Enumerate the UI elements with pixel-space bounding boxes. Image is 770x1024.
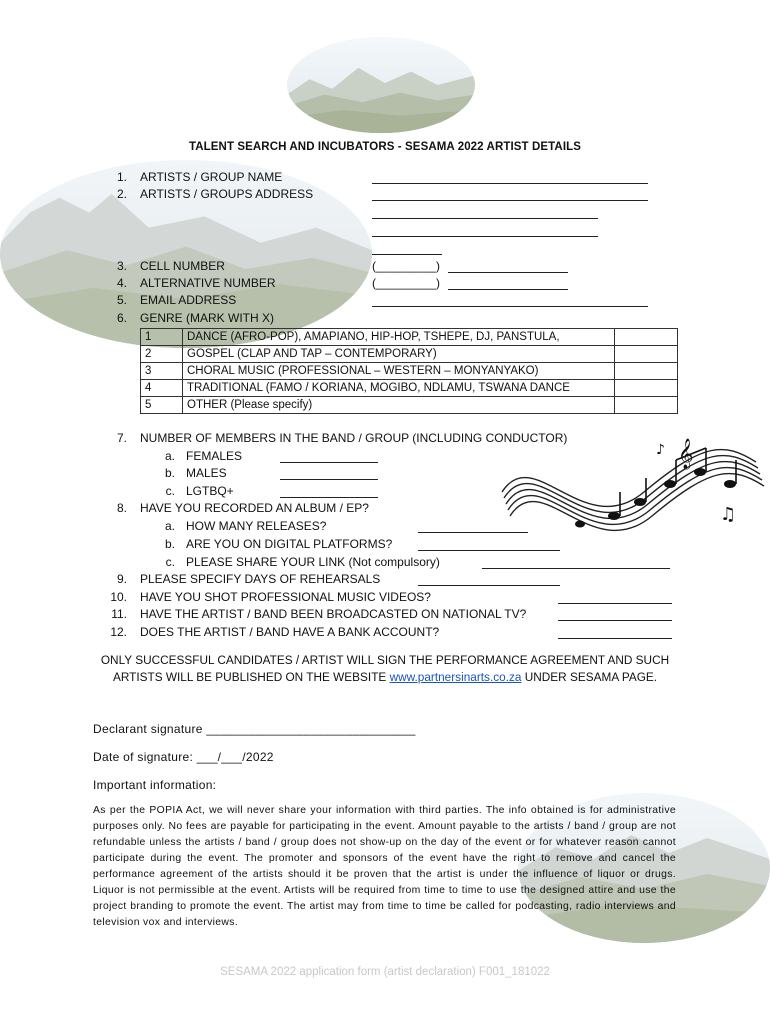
answer-line-address-3[interactable] [372, 236, 598, 237]
svg-text:𝄞: 𝄞 [678, 439, 694, 469]
genre-mark-cell[interactable] [615, 329, 678, 346]
question-label-videos: HAVE YOU SHOT PROFESSIONAL MUSIC VIDEOS? [140, 590, 431, 604]
question-label-genre: GENRE (MARK WITH X) [140, 311, 274, 325]
answer-line-link[interactable] [482, 568, 670, 569]
question-label-address: ARTISTS / GROUPS ADDRESS [140, 187, 314, 201]
genre-label: DANCE (AFRO-POP), AMAPIANO, HIP-HOP, TSHEPE, DJ, PANSTULA, [183, 329, 615, 346]
question-label-bank: DOES THE ARTIST / BAND HAVE A BANK ACCOUNT? [140, 625, 440, 639]
area-code-field-alt[interactable]: (_________) [372, 276, 441, 290]
question-number: 3. [116, 259, 127, 273]
table-row [141, 329, 678, 346]
table-row [141, 380, 678, 397]
music-notes-illustration [494, 432, 766, 544]
answer-line-videos[interactable] [558, 603, 672, 604]
svg-text:♫: ♫ [720, 504, 737, 525]
answer-line-rehearsals[interactable] [418, 585, 560, 586]
answer-line-group-name[interactable] [372, 183, 648, 184]
question-number: 11. [111, 607, 127, 621]
notice-text [73, 652, 697, 686]
genre-mark-cell[interactable] [615, 397, 678, 414]
answer-line-email[interactable] [372, 306, 648, 307]
genre-number: 5 [141, 397, 183, 414]
question-number: 2. [116, 187, 127, 201]
sub-question-letter: c. [165, 484, 175, 498]
genre-label: TRADITIONAL (FAMO / KORIANA, MOGIBO, NDLAMU, TSWANA DANCE [183, 380, 615, 397]
answer-line-females[interactable] [280, 462, 378, 463]
question-number: 10. [110, 590, 127, 604]
question-label-rehearsals: PLEASE SPECIFY DAYS OF REHEARSALS [140, 572, 381, 586]
answer-line-address-2[interactable] [372, 218, 598, 219]
question-label-email: EMAIL ADDRESS [140, 293, 237, 307]
answer-line-lgtbq[interactable] [280, 497, 378, 498]
answer-line-address-1[interactable] [372, 200, 648, 201]
sub-question-label-digital: ARE YOU ON DIGITAL PLATFORMS? [186, 537, 393, 551]
popia-paragraph: As per the POPIA Act, we will never share your information with third parties. The info obtained is for administrative purposes only. No fees are payable for participating in the event. Amount payable to the artists / band / group are not refundable unless the artists / band / group does not show-up on the day of the event or for whatever reason cannot participate during the event. The promoter and sponsors of the event have the right to remove and cancel the performance agreement of the artists should it be proven that the artist is under the influence of liquor or drugs. Liquor is not permissible at the event. Artists will be required from time to time to use the designed attire and use the project branding to promote the event. The artist may from time to time be called for podcasting, radio interviews and television vox and interviews. [93, 805, 676, 928]
website-link[interactable]: www.partnersinarts.co.za [389, 670, 522, 684]
genre-number: 4 [141, 380, 183, 397]
answer-line-releases[interactable] [418, 532, 528, 533]
sub-question-letter: a. [164, 449, 175, 463]
sub-question-letter: a. [164, 519, 175, 533]
genre-number: 1 [141, 329, 183, 346]
question-number: 12. [110, 625, 127, 639]
answer-line-tv[interactable] [558, 620, 672, 621]
question-number: 1. [116, 170, 127, 184]
answer-line-digital[interactable] [418, 550, 560, 551]
notice-line-1: ONLY SUCCESSFUL CANDIDATES / ARTIST WILL SIGN THE PERFORMANCE AGREEMENT AND SUCH [100, 653, 670, 667]
question-number: 9. [116, 572, 127, 586]
sub-question-letter: b. [164, 466, 175, 480]
sub-question-label-lgtbq: LGTBQ+ [186, 484, 234, 498]
sub-question-label-females: FEMALES [186, 449, 243, 463]
sub-question-letter: b. [164, 537, 175, 551]
genre-number: 2 [141, 346, 183, 363]
question-number: 8. [116, 501, 127, 515]
landscape-oval-top [287, 37, 475, 133]
question-label-cell: CELL NUMBER [140, 259, 225, 273]
question-number: 5. [116, 293, 127, 307]
genre-number: 3 [141, 363, 183, 380]
answer-line-alt-number[interactable] [448, 289, 568, 290]
notice-line-2-post: UNDER SESAMA PAGE. [521, 670, 658, 684]
sub-question-letter: c. [165, 555, 175, 569]
question-label-alt-number: ALTERNATIVE NUMBER [140, 276, 276, 290]
notice-line-2-pre: ARTISTS WILL BE PUBLISHED ON THE WEBSITE [112, 670, 390, 684]
genre-table [140, 328, 678, 414]
question-number: 7. [116, 431, 127, 445]
genre-mark-cell[interactable] [615, 380, 678, 397]
question-label-album: HAVE YOU RECORDED AN ALBUM / EP? [140, 501, 369, 515]
important-info-heading: Important information: [93, 778, 217, 792]
genre-label: CHORAL MUSIC (PROFESSIONAL – WESTERN – MONYANYAKO) [183, 363, 615, 380]
answer-line-males[interactable] [280, 479, 378, 480]
question-label-group-name: ARTISTS / GROUP NAME [140, 170, 283, 184]
notice-line-2 [73, 669, 697, 686]
table-row [141, 346, 678, 363]
genre-label: GOSPEL (CLAP AND TAP – CONTEMPORARY) [183, 346, 615, 363]
genre-mark-cell[interactable] [615, 363, 678, 380]
sub-question-label-releases: HOW MANY RELEASES? [186, 519, 327, 533]
genre-mark-cell[interactable] [615, 346, 678, 363]
svg-text:♪: ♪ [656, 442, 665, 458]
answer-line-address-4[interactable] [372, 254, 442, 255]
sub-question-label-link: PLEASE SHARE YOUR LINK (Not compulsory) [186, 555, 440, 569]
declarant-signature-field[interactable]: Declarant signature ______________________________ [93, 722, 416, 736]
question-label-members: NUMBER OF MEMBERS IN THE BAND / GROUP (INCLUDING CONDUCTOR) [140, 431, 568, 445]
answer-line-bank[interactable] [558, 638, 672, 639]
question-number: 6. [116, 311, 127, 325]
sub-question-label-males: MALES [186, 466, 227, 480]
genre-label: OTHER (Please specify) [183, 397, 615, 414]
form-title: TALENT SEARCH AND INCUBATORS - SESAMA 2022 ARTIST DETAILS [188, 141, 582, 153]
table-row [141, 397, 678, 414]
area-code-field-cell[interactable]: (_________) [372, 259, 441, 273]
page-footer: SESAMA 2022 application form (artist declaration) F001_181022 [220, 966, 550, 978]
question-number: 4. [116, 276, 127, 290]
question-label-tv: HAVE THE ARTIST / BAND BEEN BROADCASTED ON NATIONAL TV? [140, 607, 527, 621]
date-of-signature-field[interactable]: Date of signature: ___/___/2022 [93, 750, 274, 764]
answer-line-cell[interactable] [448, 272, 568, 273]
table-row [141, 363, 678, 380]
